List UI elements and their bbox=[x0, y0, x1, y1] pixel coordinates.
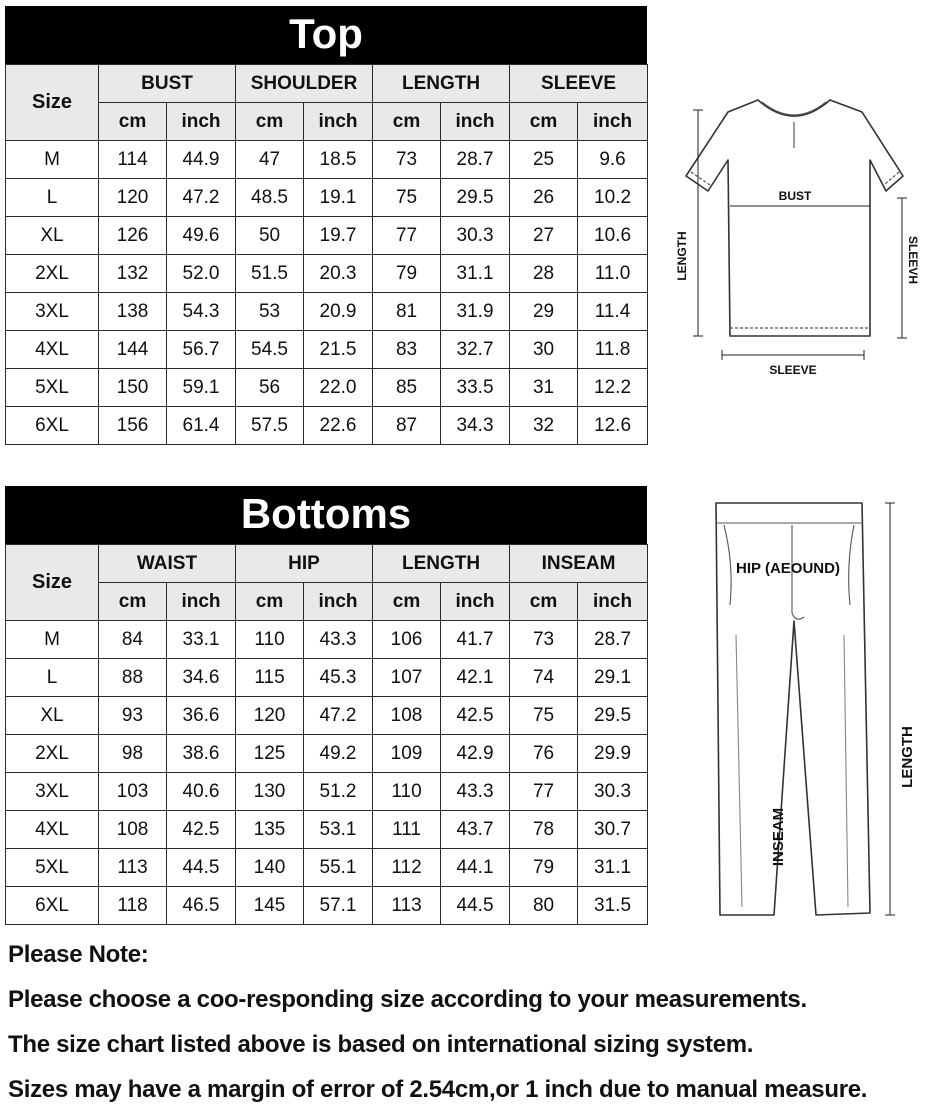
measurement-cell: 79 bbox=[373, 255, 441, 293]
measurement-cell: 52.0 bbox=[167, 255, 236, 293]
top-unit-header: cm bbox=[510, 103, 578, 141]
measurement-cell: 130 bbox=[236, 773, 304, 811]
measurement-cell: 47.2 bbox=[167, 179, 236, 217]
measurement-cell: 110 bbox=[373, 773, 441, 811]
bottoms-group-header: HIP bbox=[236, 545, 373, 583]
size-cell: 4XL bbox=[6, 331, 99, 369]
measurement-cell: 80 bbox=[510, 887, 578, 925]
size-cell: 3XL bbox=[6, 773, 99, 811]
measurement-cell: 32.7 bbox=[441, 331, 510, 369]
top-title: Top bbox=[5, 6, 647, 64]
measurement-cell: 32 bbox=[510, 407, 578, 445]
top-group-header-row bbox=[6, 65, 648, 103]
top-unit-header: inch bbox=[578, 103, 648, 141]
size-cell: 6XL bbox=[6, 887, 99, 925]
measurement-cell: 140 bbox=[236, 849, 304, 887]
measurement-cell: 48.5 bbox=[236, 179, 304, 217]
sleeve-side-label: SLEEVH bbox=[906, 235, 920, 285]
measurement-cell: 77 bbox=[373, 217, 441, 255]
measurement-cell: 47.2 bbox=[304, 697, 373, 735]
measurement-cell: 20.9 bbox=[304, 293, 373, 331]
measurement-cell: 73 bbox=[510, 621, 578, 659]
measurement-cell: 22.0 bbox=[304, 369, 373, 407]
measurement-cell: 145 bbox=[236, 887, 304, 925]
table-row bbox=[6, 773, 648, 811]
hip-label: HIP (AEOUND) bbox=[736, 560, 840, 577]
measurement-cell: 28.7 bbox=[441, 141, 510, 179]
measurement-cell: 44.1 bbox=[441, 849, 510, 887]
table-row bbox=[6, 293, 648, 331]
measurement-cell: 42.5 bbox=[441, 697, 510, 735]
measurement-cell: 29 bbox=[510, 293, 578, 331]
table-row bbox=[6, 849, 648, 887]
measurement-cell: 31 bbox=[510, 369, 578, 407]
table-row bbox=[6, 369, 648, 407]
measurement-cell: 12.2 bbox=[578, 369, 648, 407]
bottoms-title: Bottoms bbox=[5, 486, 647, 544]
top-size-header: Size bbox=[6, 65, 99, 141]
measurement-cell: 111 bbox=[373, 811, 441, 849]
tshirt-measurement-diagram bbox=[670, 88, 920, 388]
bottoms-unit-header: inch bbox=[167, 583, 236, 621]
measurement-cell: 27 bbox=[510, 217, 578, 255]
measurement-cell: 75 bbox=[373, 179, 441, 217]
top-unit-header: cm bbox=[99, 103, 167, 141]
top-size-chart bbox=[5, 6, 647, 445]
measurement-cell: 21.5 bbox=[304, 331, 373, 369]
measurement-cell: 31.1 bbox=[578, 849, 648, 887]
measurement-cell: 42.5 bbox=[167, 811, 236, 849]
size-cell: 2XL bbox=[6, 255, 99, 293]
measurement-cell: 55.1 bbox=[304, 849, 373, 887]
measurement-cell: 81 bbox=[373, 293, 441, 331]
measurement-cell: 51.2 bbox=[304, 773, 373, 811]
size-cell: XL bbox=[6, 217, 99, 255]
size-cell: M bbox=[6, 141, 99, 179]
top-unit-header: cm bbox=[236, 103, 304, 141]
measurement-cell: 33.1 bbox=[167, 621, 236, 659]
top-unit-header-row bbox=[6, 103, 648, 141]
bottoms-unit-header: cm bbox=[236, 583, 304, 621]
bottoms-table-body bbox=[6, 621, 648, 925]
measurement-cell: 54.3 bbox=[167, 293, 236, 331]
table-row bbox=[6, 255, 648, 293]
measurement-cell: 30 bbox=[510, 331, 578, 369]
bottoms-size-header: Size bbox=[6, 545, 99, 621]
top-group-header: BUST bbox=[99, 65, 236, 103]
measurement-cell: 78 bbox=[510, 811, 578, 849]
measurement-cell: 34.6 bbox=[167, 659, 236, 697]
measurement-cell: 12.6 bbox=[578, 407, 648, 445]
measurement-cell: 103 bbox=[99, 773, 167, 811]
measurement-cell: 11.8 bbox=[578, 331, 648, 369]
top-unit-header: cm bbox=[373, 103, 441, 141]
measurement-cell: 10.2 bbox=[578, 179, 648, 217]
table-row bbox=[6, 811, 648, 849]
measurement-cell: 33.5 bbox=[441, 369, 510, 407]
measurement-cell: 53.1 bbox=[304, 811, 373, 849]
measurement-cell: 109 bbox=[373, 735, 441, 773]
table-row bbox=[6, 217, 648, 255]
length-label: LENGTH bbox=[675, 231, 689, 281]
size-cell: L bbox=[6, 659, 99, 697]
measurement-cell: 40.6 bbox=[167, 773, 236, 811]
top-group-header: SHOULDER bbox=[236, 65, 373, 103]
measurement-cell: 84 bbox=[99, 621, 167, 659]
table-row bbox=[6, 697, 648, 735]
measurement-cell: 113 bbox=[99, 849, 167, 887]
measurement-cell: 45.3 bbox=[304, 659, 373, 697]
measurement-cell: 29.1 bbox=[578, 659, 648, 697]
measurement-cell: 44.5 bbox=[441, 887, 510, 925]
measurement-cell: 132 bbox=[99, 255, 167, 293]
size-cell: 2XL bbox=[6, 735, 99, 773]
measurement-cell: 49.2 bbox=[304, 735, 373, 773]
measurement-cell: 31.5 bbox=[578, 887, 648, 925]
measurement-cell: 98 bbox=[99, 735, 167, 773]
measurement-cell: 31.9 bbox=[441, 293, 510, 331]
bottoms-unit-header: cm bbox=[510, 583, 578, 621]
measurement-cell: 44.9 bbox=[167, 141, 236, 179]
bottoms-unit-header: cm bbox=[373, 583, 441, 621]
measurement-cell: 30.7 bbox=[578, 811, 648, 849]
measurement-cell: 46.5 bbox=[167, 887, 236, 925]
measurement-cell: 138 bbox=[99, 293, 167, 331]
measurement-cell: 57.1 bbox=[304, 887, 373, 925]
bottoms-unit-header: inch bbox=[441, 583, 510, 621]
measurement-cell: 43.7 bbox=[441, 811, 510, 849]
measurement-cell: 61.4 bbox=[167, 407, 236, 445]
measurement-cell: 77 bbox=[510, 773, 578, 811]
measurement-cell: 53 bbox=[236, 293, 304, 331]
measurement-cell: 10.6 bbox=[578, 217, 648, 255]
table-row bbox=[6, 141, 648, 179]
table-row bbox=[6, 407, 648, 445]
measurement-cell: 11.0 bbox=[578, 255, 648, 293]
measurement-cell: 75 bbox=[510, 697, 578, 735]
note-line: The size chart listed above is based on international sizing system. bbox=[8, 1031, 754, 1058]
table-row bbox=[6, 331, 648, 369]
measurement-cell: 18.5 bbox=[304, 141, 373, 179]
measurement-cell: 57.5 bbox=[236, 407, 304, 445]
measurement-cell: 74 bbox=[510, 659, 578, 697]
bottoms-group-header: LENGTH bbox=[373, 545, 510, 583]
table-row bbox=[6, 659, 648, 697]
measurement-cell: 113 bbox=[373, 887, 441, 925]
measurement-cell: 126 bbox=[99, 217, 167, 255]
measurement-cell: 29.5 bbox=[441, 179, 510, 217]
sleeve-bottom-label: SLEEVE bbox=[769, 363, 817, 377]
size-cell: L bbox=[6, 179, 99, 217]
measurement-cell: 26 bbox=[510, 179, 578, 217]
measurement-cell: 28.7 bbox=[578, 621, 648, 659]
measurement-cell: 115 bbox=[236, 659, 304, 697]
bottoms-group-header: INSEAM bbox=[510, 545, 648, 583]
pants-length-label: LENGTH bbox=[899, 726, 916, 788]
measurement-cell: 120 bbox=[99, 179, 167, 217]
measurement-cell: 135 bbox=[236, 811, 304, 849]
size-cell: XL bbox=[6, 697, 99, 735]
measurement-cell: 34.3 bbox=[441, 407, 510, 445]
note-line: Please choose a coo-responding size according to your measurements. bbox=[8, 986, 807, 1013]
measurement-cell: 9.6 bbox=[578, 141, 648, 179]
measurement-cell: 59.1 bbox=[167, 369, 236, 407]
measurement-cell: 83 bbox=[373, 331, 441, 369]
measurement-cell: 19.1 bbox=[304, 179, 373, 217]
size-cell: M bbox=[6, 621, 99, 659]
measurement-cell: 41.7 bbox=[441, 621, 510, 659]
table-row bbox=[6, 179, 648, 217]
measurement-cell: 42.9 bbox=[441, 735, 510, 773]
measurement-cell: 25 bbox=[510, 141, 578, 179]
measurement-cell: 93 bbox=[99, 697, 167, 735]
measurement-cell: 30.3 bbox=[441, 217, 510, 255]
measurement-cell: 79 bbox=[510, 849, 578, 887]
measurement-cell: 42.1 bbox=[441, 659, 510, 697]
measurement-cell: 85 bbox=[373, 369, 441, 407]
size-cell: 6XL bbox=[6, 407, 99, 445]
bottoms-unit-header: inch bbox=[304, 583, 373, 621]
top-unit-header: inch bbox=[167, 103, 236, 141]
note-line: Sizes may have a margin of error of 2.54cm,or 1 inch due to manual measure. bbox=[8, 1076, 868, 1103]
top-size-table bbox=[5, 64, 648, 445]
measurement-cell: 87 bbox=[373, 407, 441, 445]
notes-section bbox=[8, 940, 923, 1120]
size-cell: 5XL bbox=[6, 369, 99, 407]
measurement-cell: 56.7 bbox=[167, 331, 236, 369]
measurement-cell: 43.3 bbox=[441, 773, 510, 811]
measurement-cell: 88 bbox=[99, 659, 167, 697]
measurement-cell: 11.4 bbox=[578, 293, 648, 331]
measurement-cell: 38.6 bbox=[167, 735, 236, 773]
size-cell: 4XL bbox=[6, 811, 99, 849]
measurement-cell: 28 bbox=[510, 255, 578, 293]
measurement-cell: 76 bbox=[510, 735, 578, 773]
measurement-cell: 31.1 bbox=[441, 255, 510, 293]
measurement-cell: 29.9 bbox=[578, 735, 648, 773]
measurement-cell: 49.6 bbox=[167, 217, 236, 255]
measurement-cell: 120 bbox=[236, 697, 304, 735]
top-unit-header: inch bbox=[441, 103, 510, 141]
measurement-cell: 56 bbox=[236, 369, 304, 407]
size-cell: 5XL bbox=[6, 849, 99, 887]
measurement-cell: 106 bbox=[373, 621, 441, 659]
table-row bbox=[6, 621, 648, 659]
bottoms-size-chart bbox=[5, 486, 647, 925]
bottoms-group-header: WAIST bbox=[99, 545, 236, 583]
measurement-cell: 29.5 bbox=[578, 697, 648, 735]
top-unit-header: inch bbox=[304, 103, 373, 141]
size-cell: 3XL bbox=[6, 293, 99, 331]
measurement-cell: 150 bbox=[99, 369, 167, 407]
measurement-cell: 125 bbox=[236, 735, 304, 773]
notes-heading: Please Note: bbox=[8, 941, 149, 968]
measurement-cell: 30.3 bbox=[578, 773, 648, 811]
measurement-cell: 50 bbox=[236, 217, 304, 255]
bottoms-unit-header-row bbox=[6, 583, 648, 621]
measurement-cell: 144 bbox=[99, 331, 167, 369]
measurement-cell: 22.6 bbox=[304, 407, 373, 445]
measurement-cell: 108 bbox=[99, 811, 167, 849]
measurement-cell: 156 bbox=[99, 407, 167, 445]
measurement-cell: 110 bbox=[236, 621, 304, 659]
measurement-cell: 54.5 bbox=[236, 331, 304, 369]
measurement-cell: 73 bbox=[373, 141, 441, 179]
measurement-cell: 108 bbox=[373, 697, 441, 735]
measurement-cell: 114 bbox=[99, 141, 167, 179]
measurement-cell: 36.6 bbox=[167, 697, 236, 735]
measurement-cell: 43.3 bbox=[304, 621, 373, 659]
bottoms-size-table bbox=[5, 544, 648, 925]
measurement-cell: 19.7 bbox=[304, 217, 373, 255]
table-row bbox=[6, 887, 648, 925]
measurement-cell: 112 bbox=[373, 849, 441, 887]
top-table-body bbox=[6, 141, 648, 445]
measurement-cell: 20.3 bbox=[304, 255, 373, 293]
bottoms-group-header-row bbox=[6, 545, 648, 583]
measurement-cell: 44.5 bbox=[167, 849, 236, 887]
top-group-header: LENGTH bbox=[373, 65, 510, 103]
bottoms-unit-header: cm bbox=[99, 583, 167, 621]
bust-label: BUST bbox=[778, 189, 812, 203]
inseam-label: INSEAM bbox=[770, 807, 787, 867]
bottoms-unit-header: inch bbox=[578, 583, 648, 621]
measurement-cell: 51.5 bbox=[236, 255, 304, 293]
pants-measurement-diagram bbox=[690, 495, 922, 925]
measurement-cell: 47 bbox=[236, 141, 304, 179]
measurement-cell: 118 bbox=[99, 887, 167, 925]
top-group-header: SLEEVE bbox=[510, 65, 648, 103]
table-row bbox=[6, 735, 648, 773]
measurement-cell: 107 bbox=[373, 659, 441, 697]
